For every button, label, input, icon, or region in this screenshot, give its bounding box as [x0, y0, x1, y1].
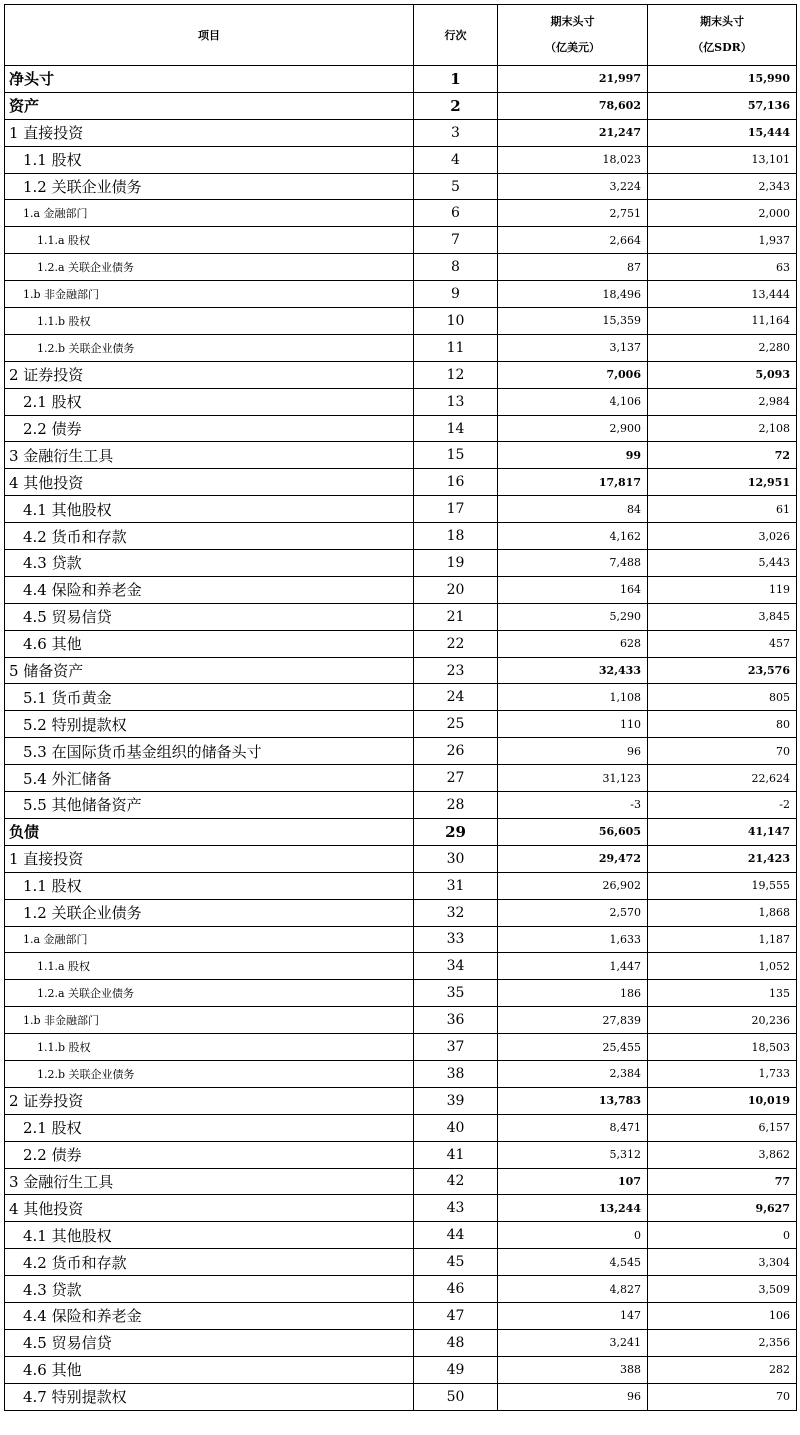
row-value-usd: 628: [498, 630, 648, 657]
row-value-sdr: 2,108: [648, 415, 797, 442]
table-row: [5, 1356, 797, 1383]
row-item-name: 4.5 贸易信贷: [5, 603, 414, 630]
row-value-sdr: 3,862: [648, 1141, 797, 1168]
row-item-name: 1 直接投资: [5, 119, 414, 146]
row-number: 5: [414, 173, 498, 200]
row-item-name: 4.6 其他: [5, 1356, 414, 1383]
row-number: 10: [414, 308, 498, 335]
row-number: 1: [414, 66, 498, 93]
row-value-usd: 96: [498, 1383, 648, 1410]
table-row: [5, 415, 797, 442]
table-row: [5, 523, 797, 550]
table-row: [5, 1329, 797, 1356]
row-value-usd: 18,496: [498, 281, 648, 308]
table-row: [5, 845, 797, 872]
row-item-name: 4.2 货币和存款: [5, 523, 414, 550]
row-item-name: 3 金融衍生工具: [5, 442, 414, 469]
row-number: 33: [414, 926, 498, 953]
row-value-sdr: 18,503: [648, 1034, 797, 1061]
table-row: [5, 1222, 797, 1249]
row-item-name: 5.5 其他储备资产: [5, 792, 414, 819]
row-item-name: 1.1.b 股权: [5, 308, 414, 335]
row-number: 47: [414, 1302, 498, 1329]
row-value-sdr: 15,990: [648, 66, 797, 93]
row-value-sdr: 3,304: [648, 1249, 797, 1276]
row-item-name: 1 直接投资: [5, 845, 414, 872]
row-value-usd: 5,290: [498, 603, 648, 630]
row-item-name: 4.3 贷款: [5, 550, 414, 577]
row-item-name: 1.1.a 股权: [5, 953, 414, 980]
table-row: [5, 119, 797, 146]
table-row: [5, 980, 797, 1007]
row-number: 16: [414, 469, 498, 496]
row-value-sdr: 70: [648, 1383, 797, 1410]
row-item-name: 1.b 非金融部门: [5, 1007, 414, 1034]
row-value-usd: 107: [498, 1168, 648, 1195]
row-item-name: 1.2.b 关联企业债务: [5, 334, 414, 361]
row-value-usd: 7,488: [498, 550, 648, 577]
row-item-name: 4.1 其他股权: [5, 496, 414, 523]
table-row: [5, 550, 797, 577]
row-number: 44: [414, 1222, 498, 1249]
row-item-name: 1.1 股权: [5, 872, 414, 899]
row-value-usd: 186: [498, 980, 648, 1007]
row-number: 23: [414, 657, 498, 684]
table-row: [5, 496, 797, 523]
row-number: 32: [414, 899, 498, 926]
row-value-usd: 4,162: [498, 523, 648, 550]
row-value-usd: 3,137: [498, 334, 648, 361]
table-row: [5, 899, 797, 926]
row-value-sdr: 80: [648, 711, 797, 738]
row-value-sdr: 2,343: [648, 173, 797, 200]
row-value-sdr: 2,984: [648, 388, 797, 415]
row-value-sdr: 20,236: [648, 1007, 797, 1034]
row-number: 37: [414, 1034, 498, 1061]
table-row: [5, 872, 797, 899]
row-value-usd: 1,108: [498, 684, 648, 711]
row-number: 30: [414, 845, 498, 872]
row-value-sdr: 13,101: [648, 146, 797, 173]
row-number: 9: [414, 281, 498, 308]
table-row: [5, 711, 797, 738]
table-row: [5, 227, 797, 254]
table-row: [5, 388, 797, 415]
table-row: [5, 684, 797, 711]
row-number: 18: [414, 523, 498, 550]
row-number: 2: [414, 92, 498, 119]
row-item-name: 3 金融衍生工具: [5, 1168, 414, 1195]
row-number: 34: [414, 953, 498, 980]
header-row-no: 行次: [414, 5, 498, 66]
row-value-usd: 29,472: [498, 845, 648, 872]
row-value-usd: 17,817: [498, 469, 648, 496]
row-value-usd: 4,545: [498, 1249, 648, 1276]
table-row: [5, 442, 797, 469]
table-row: [5, 200, 797, 227]
row-number: 22: [414, 630, 498, 657]
row-item-name: 2.2 债券: [5, 415, 414, 442]
header-item: 项目: [5, 5, 414, 66]
row-number: 43: [414, 1195, 498, 1222]
table-row: [5, 657, 797, 684]
row-value-usd: 21,247: [498, 119, 648, 146]
row-value-sdr: 9,627: [648, 1195, 797, 1222]
row-number: 50: [414, 1383, 498, 1410]
table-header: [5, 5, 797, 66]
table-row: [5, 1114, 797, 1141]
row-item-name: 4.3 贷款: [5, 1276, 414, 1303]
table-row: [5, 953, 797, 980]
header-usd: [498, 5, 648, 66]
row-value-sdr: 57,136: [648, 92, 797, 119]
row-value-usd: 84: [498, 496, 648, 523]
table-row: [5, 603, 797, 630]
row-number: 31: [414, 872, 498, 899]
table-row: [5, 146, 797, 173]
row-value-sdr: 1,052: [648, 953, 797, 980]
row-item-name: 1.1.a 股权: [5, 227, 414, 254]
header-usd-line1: 期末头寸: [550, 15, 595, 28]
row-value-usd: 7,006: [498, 361, 648, 388]
row-value-sdr: 22,624: [648, 765, 797, 792]
row-value-sdr: 13,444: [648, 281, 797, 308]
row-number: 15: [414, 442, 498, 469]
row-item-name: 1.2.b 关联企业债务: [5, 1060, 414, 1087]
table-row: [5, 1249, 797, 1276]
row-value-usd: 31,123: [498, 765, 648, 792]
row-item-name: 2.1 股权: [5, 388, 414, 415]
table-row: [5, 1383, 797, 1410]
table-row: [5, 576, 797, 603]
row-value-usd: 32,433: [498, 657, 648, 684]
row-number: 11: [414, 334, 498, 361]
row-item-name: 5.1 货币黄金: [5, 684, 414, 711]
row-value-sdr: 106: [648, 1302, 797, 1329]
row-value-sdr: 5,093: [648, 361, 797, 388]
row-item-name: 1.1 股权: [5, 146, 414, 173]
row-number: 8: [414, 254, 498, 281]
row-item-name: 2.1 股权: [5, 1114, 414, 1141]
row-number: 13: [414, 388, 498, 415]
row-value-usd: 2,570: [498, 899, 648, 926]
row-number: 25: [414, 711, 498, 738]
table-row: [5, 1007, 797, 1034]
row-number: 21: [414, 603, 498, 630]
row-value-usd: 56,605: [498, 818, 648, 845]
row-item-name: 5 储备资产: [5, 657, 414, 684]
row-value-sdr: 15,444: [648, 119, 797, 146]
row-item-name: 1.2 关联企业债务: [5, 899, 414, 926]
row-number: 49: [414, 1356, 498, 1383]
table-row: [5, 66, 797, 93]
table-row: [5, 1087, 797, 1114]
table-row: [5, 281, 797, 308]
row-value-sdr: 63: [648, 254, 797, 281]
row-number: 41: [414, 1141, 498, 1168]
row-value-usd: 8,471: [498, 1114, 648, 1141]
row-item-name: 1.2.a 关联企业债务: [5, 980, 414, 1007]
row-number: 17: [414, 496, 498, 523]
table-row: [5, 738, 797, 765]
row-number: 3: [414, 119, 498, 146]
row-value-sdr: 12,951: [648, 469, 797, 496]
row-item-name: 1.2.a 关联企业债务: [5, 254, 414, 281]
table-row: [5, 308, 797, 335]
table-row: [5, 173, 797, 200]
row-value-sdr: 2,000: [648, 200, 797, 227]
row-value-usd: 4,106: [498, 388, 648, 415]
row-value-sdr: 11,164: [648, 308, 797, 335]
row-value-usd: 2,900: [498, 415, 648, 442]
row-item-name: 2 证券投资: [5, 361, 414, 388]
row-value-sdr: 41,147: [648, 818, 797, 845]
row-number: 42: [414, 1168, 498, 1195]
table-body: [5, 66, 797, 1411]
row-number: 38: [414, 1060, 498, 1087]
row-number: 45: [414, 1249, 498, 1276]
table-row: [5, 1168, 797, 1195]
row-item-name: 2.2 债券: [5, 1141, 414, 1168]
table-row: [5, 361, 797, 388]
row-number: 29: [414, 818, 498, 845]
row-item-name: 1.a 金融部门: [5, 200, 414, 227]
table-row: [5, 818, 797, 845]
row-value-sdr: 2,356: [648, 1329, 797, 1356]
row-number: 27: [414, 765, 498, 792]
table-row: [5, 254, 797, 281]
row-value-sdr: -2: [648, 792, 797, 819]
row-value-usd: 5,312: [498, 1141, 648, 1168]
header-sdr: [648, 5, 797, 66]
row-value-usd: 13,244: [498, 1195, 648, 1222]
row-number: 39: [414, 1087, 498, 1114]
table-row: [5, 92, 797, 119]
row-value-usd: 388: [498, 1356, 648, 1383]
row-item-name: 1.2 关联企业债务: [5, 173, 414, 200]
table-row: [5, 1195, 797, 1222]
row-value-sdr: 1,187: [648, 926, 797, 953]
table-row: [5, 765, 797, 792]
row-value-usd: 26,902: [498, 872, 648, 899]
row-value-usd: 164: [498, 576, 648, 603]
table-row: [5, 1060, 797, 1087]
row-value-usd: 87: [498, 254, 648, 281]
table-row: [5, 1302, 797, 1329]
row-number: 19: [414, 550, 498, 577]
row-number: 14: [414, 415, 498, 442]
row-value-usd: 3,241: [498, 1329, 648, 1356]
row-value-usd: 27,839: [498, 1007, 648, 1034]
row-number: 20: [414, 576, 498, 603]
row-item-name: 5.3 在国际货币基金组织的储备头寸: [5, 738, 414, 765]
row-value-sdr: 5,443: [648, 550, 797, 577]
row-item-name: 净头寸: [5, 66, 414, 93]
row-item-name: 2 证券投资: [5, 1087, 414, 1114]
row-number: 48: [414, 1329, 498, 1356]
row-item-name: 4 其他投资: [5, 469, 414, 496]
row-value-sdr: 21,423: [648, 845, 797, 872]
row-item-name: 1.1.b 股权: [5, 1034, 414, 1061]
row-value-usd: 2,751: [498, 200, 648, 227]
row-value-sdr: 77: [648, 1168, 797, 1195]
row-value-usd: 2,384: [498, 1060, 648, 1087]
row-item-name: 4.6 其他: [5, 630, 414, 657]
row-value-usd: 4,827: [498, 1276, 648, 1303]
row-item-name: 4.2 货币和存款: [5, 1249, 414, 1276]
header-usd-line2: （亿美元）: [545, 41, 600, 54]
row-value-sdr: 3,845: [648, 603, 797, 630]
table-row: [5, 1034, 797, 1061]
row-item-name: 4 其他投资: [5, 1195, 414, 1222]
table-row: [5, 1141, 797, 1168]
row-value-usd: 1,447: [498, 953, 648, 980]
table-row: [5, 926, 797, 953]
row-number: 28: [414, 792, 498, 819]
row-item-name: 4.7 特别提款权: [5, 1383, 414, 1410]
row-value-usd: 3,224: [498, 173, 648, 200]
row-item-name: 负债: [5, 818, 414, 845]
row-value-usd: 96: [498, 738, 648, 765]
row-value-sdr: 1,868: [648, 899, 797, 926]
row-value-usd: 18,023: [498, 146, 648, 173]
row-value-sdr: 70: [648, 738, 797, 765]
row-number: 26: [414, 738, 498, 765]
row-value-usd: 110: [498, 711, 648, 738]
row-value-usd: 147: [498, 1302, 648, 1329]
header-sdr-line2: （亿SDR）: [692, 41, 752, 54]
table-row: [5, 469, 797, 496]
row-number: 7: [414, 227, 498, 254]
row-value-usd: 99: [498, 442, 648, 469]
row-value-usd: 25,455: [498, 1034, 648, 1061]
row-value-sdr: 805: [648, 684, 797, 711]
row-item-name: 4.4 保险和养老金: [5, 576, 414, 603]
row-value-sdr: 3,509: [648, 1276, 797, 1303]
row-value-usd: 0: [498, 1222, 648, 1249]
row-value-sdr: 72: [648, 442, 797, 469]
row-item-name: 1.b 非金融部门: [5, 281, 414, 308]
row-number: 36: [414, 1007, 498, 1034]
row-value-sdr: 61: [648, 496, 797, 523]
row-value-sdr: 1,937: [648, 227, 797, 254]
row-value-sdr: 19,555: [648, 872, 797, 899]
row-number: 24: [414, 684, 498, 711]
row-value-usd: 2,664: [498, 227, 648, 254]
table-row: [5, 1276, 797, 1303]
row-number: 46: [414, 1276, 498, 1303]
row-value-usd: 78,602: [498, 92, 648, 119]
row-number: 6: [414, 200, 498, 227]
row-item-name: 1.a 金融部门: [5, 926, 414, 953]
row-value-sdr: 135: [648, 980, 797, 1007]
iip-table: [4, 4, 797, 1411]
row-item-name: 5.4 外汇储备: [5, 765, 414, 792]
row-value-usd: 1,633: [498, 926, 648, 953]
row-value-usd: 21,997: [498, 66, 648, 93]
row-item-name: 4.1 其他股权: [5, 1222, 414, 1249]
row-number: 12: [414, 361, 498, 388]
row-value-usd: 13,783: [498, 1087, 648, 1114]
row-value-sdr: 23,576: [648, 657, 797, 684]
row-value-sdr: 1,733: [648, 1060, 797, 1087]
row-value-sdr: 3,026: [648, 523, 797, 550]
row-value-sdr: 0: [648, 1222, 797, 1249]
table-row: [5, 792, 797, 819]
row-number: 40: [414, 1114, 498, 1141]
row-item-name: 5.2 特别提款权: [5, 711, 414, 738]
row-item-name: 4.5 贸易信贷: [5, 1329, 414, 1356]
row-value-sdr: 2,280: [648, 334, 797, 361]
row-value-usd: 15,359: [498, 308, 648, 335]
row-number: 35: [414, 980, 498, 1007]
row-item-name: 资产: [5, 92, 414, 119]
row-value-sdr: 457: [648, 630, 797, 657]
header-sdr-line1: 期末头寸: [700, 15, 744, 28]
row-value-usd: -3: [498, 792, 648, 819]
row-value-sdr: 282: [648, 1356, 797, 1383]
row-number: 4: [414, 146, 498, 173]
row-value-sdr: 10,019: [648, 1087, 797, 1114]
table-row: [5, 630, 797, 657]
row-value-sdr: 6,157: [648, 1114, 797, 1141]
row-item-name: 4.4 保险和养老金: [5, 1302, 414, 1329]
table-row: [5, 334, 797, 361]
row-value-sdr: 119: [648, 576, 797, 603]
